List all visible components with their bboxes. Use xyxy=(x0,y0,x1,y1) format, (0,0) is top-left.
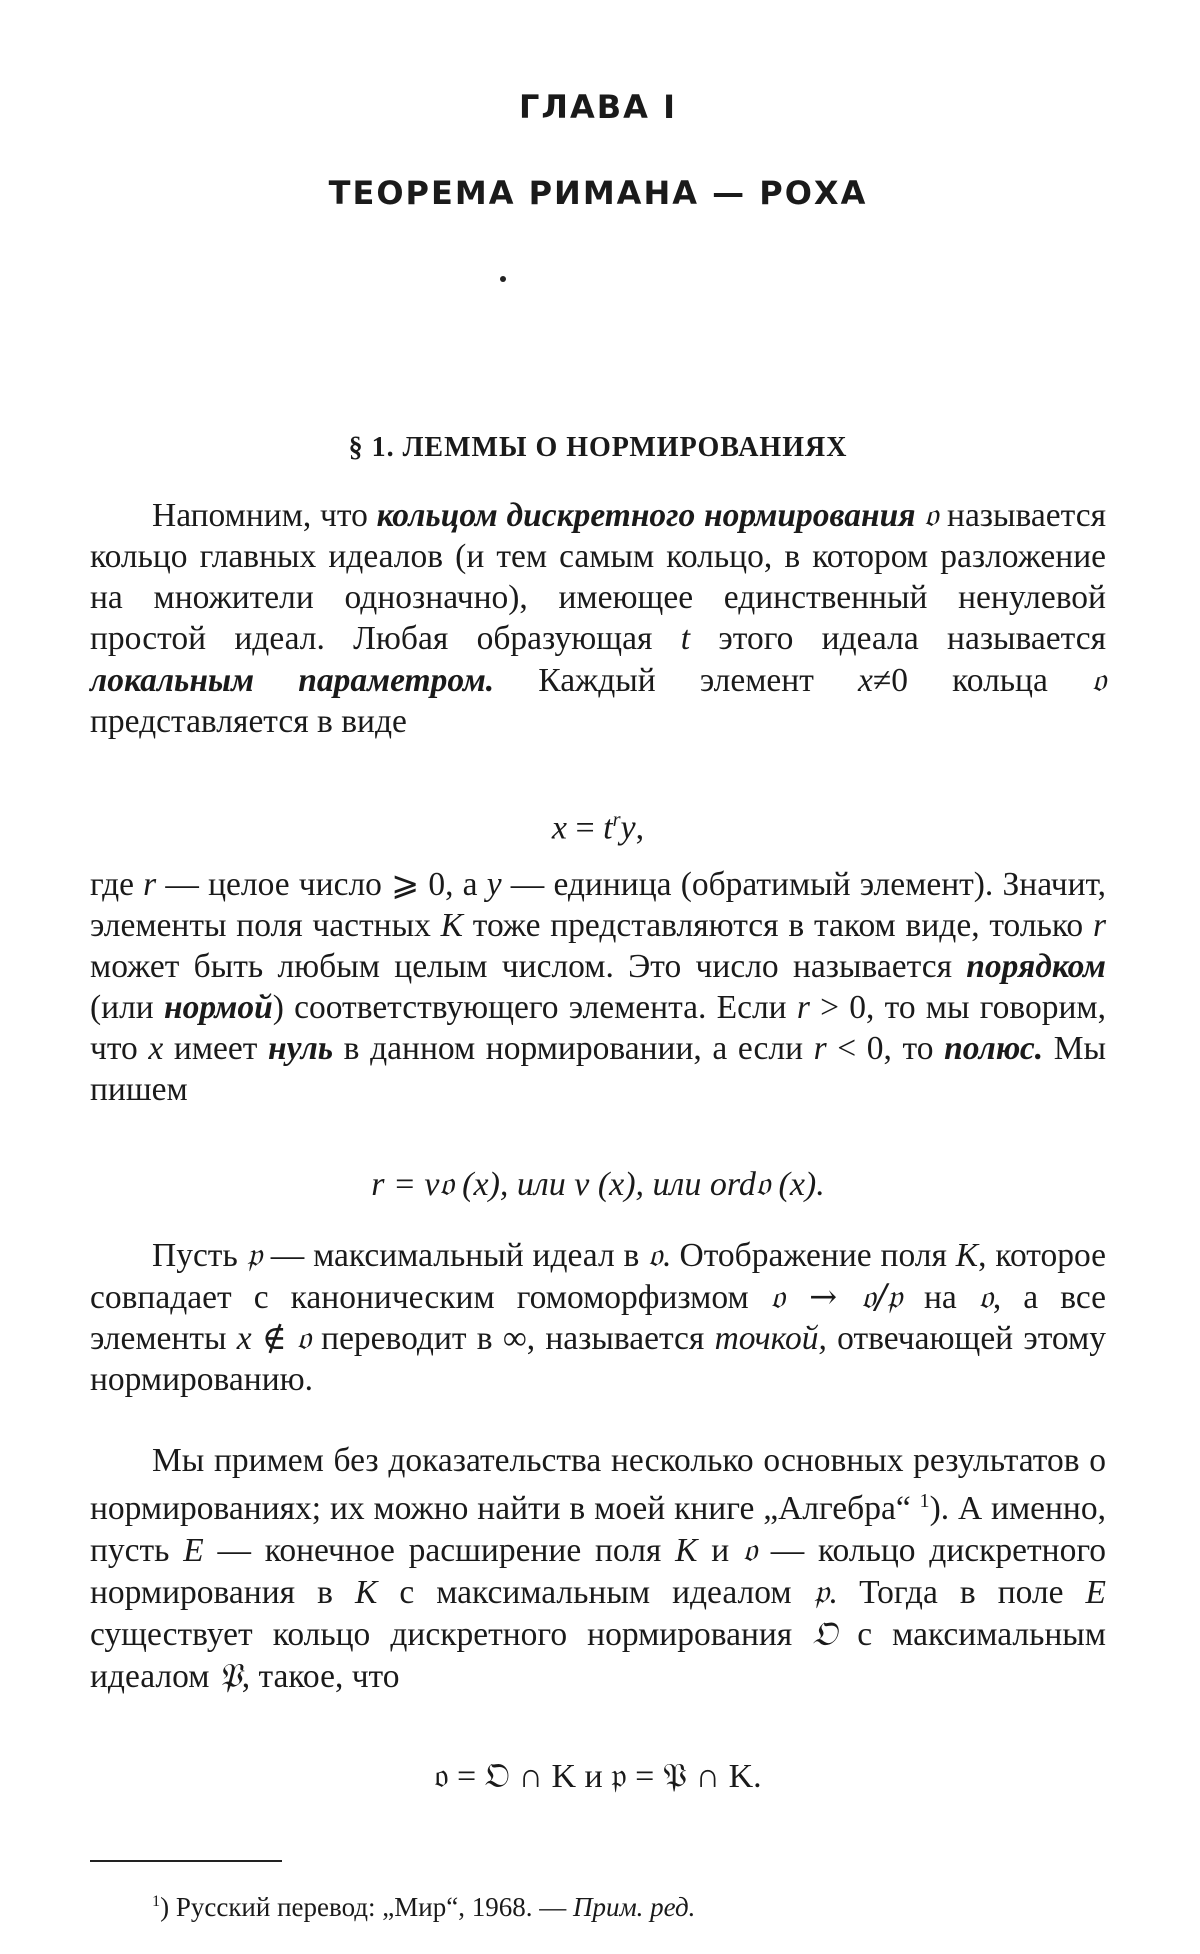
paragraph-1 xyxy=(90,494,1106,742)
math-symbol: 𝔭 xyxy=(813,1572,829,1612)
text-run: в данном нормировании, а если xyxy=(333,1030,814,1067)
term-local-parameter: локальным параметром. xyxy=(90,662,495,699)
math-symbol: r xyxy=(813,1030,827,1067)
text-run: и xyxy=(697,1532,743,1570)
math-exponent: r xyxy=(612,809,621,831)
paragraph-4 xyxy=(90,1440,1106,1697)
math-symbol: r xyxy=(796,989,810,1026)
text-run: с максимальным идеалом xyxy=(90,1616,1106,1696)
math-symbol: K xyxy=(354,1574,378,1612)
math-symbol: E xyxy=(1085,1574,1107,1612)
text-run: ) соответствующего элемента. Если xyxy=(272,989,797,1026)
formula-1 xyxy=(90,800,1106,848)
math-symbol: r xyxy=(143,866,157,903)
text-run: существует кольцо дискретного нормирования xyxy=(90,1616,813,1654)
math-symbol: 𝔭 xyxy=(246,1235,262,1274)
formula-2: r = v𝔬 (x), или v (x), или ord𝔬 (x). xyxy=(371,1166,825,1203)
math-symbol: x xyxy=(858,662,873,699)
editor-note: Прим. ред. xyxy=(572,1892,696,1922)
formula-3: 𝔬 = 𝔒 ∩ K и 𝔭 = 𝔓 ∩ K. xyxy=(434,1758,762,1795)
text-run: — единица (обратимый элемент). Значит, элементы поля частных xyxy=(90,866,1106,944)
math-symbol: 𝔬 xyxy=(648,1235,663,1274)
text-run: называется кольцо главных идеалов (и тем самым кольцо, в котором разложение на множители однозначно), имеющее единственный ненулевой простой идеал. Любая образующая xyxy=(90,497,1106,657)
text-run: (или xyxy=(90,989,164,1026)
footnote-ref[interactable]: 1 xyxy=(919,1490,930,1512)
term-zero: нуль xyxy=(268,1030,334,1067)
text-run: — целое число ⩾ 0, а xyxy=(156,866,487,903)
page xyxy=(90,0,1106,1954)
math-symbol: K xyxy=(955,1237,979,1274)
math-symbol: x xyxy=(551,809,567,847)
math-symbol: E xyxy=(183,1532,204,1570)
text-run: , такое, что xyxy=(241,1658,400,1696)
term-norm: нормой xyxy=(163,989,273,1026)
ink-dot xyxy=(500,276,506,282)
math-symbol: y xyxy=(486,866,502,903)
section-title: § 1. ЛЕММЫ О НОРМИРОВАНИЯХ xyxy=(348,432,848,463)
text-run: ≠0 кольца xyxy=(872,662,1093,699)
text-run: с максимальным идеалом xyxy=(377,1574,814,1612)
text-run: Пусть xyxy=(152,1237,247,1274)
paragraph-3 xyxy=(90,1234,1106,1400)
footnote-rule xyxy=(90,1860,282,1862)
text-run: > 0, то мы говорим, что xyxy=(90,989,1106,1067)
text-run: переводит в ∞, называется xyxy=(310,1320,715,1357)
text-run: тоже представляются в таком виде, только xyxy=(462,907,1093,944)
term-point: точкой, xyxy=(714,1320,827,1357)
math-symbol: t xyxy=(680,620,691,657)
text-run: представляется в виде xyxy=(90,703,407,740)
text-run: — максимальный идеал в xyxy=(261,1237,649,1274)
paragraph-2 xyxy=(90,864,1106,1110)
text-run: отвечающей этому нормированию. xyxy=(90,1320,1106,1398)
math-symbol: 𝔬 xyxy=(1092,660,1106,699)
text-run: может быть любым целым числом. Это число называется xyxy=(90,948,967,985)
term-dvr: кольцом дискретного нормирования xyxy=(376,497,916,534)
math-symbol: K xyxy=(440,907,463,944)
math-symbol: r xyxy=(1092,907,1106,944)
math-symbol: 𝔬 xyxy=(742,1530,757,1570)
text-run: ) Русский перевод: „Мир“, 1968. — xyxy=(160,1892,573,1922)
math-symbol: = xyxy=(566,809,604,847)
text-run: , а все элементы xyxy=(90,1279,1107,1357)
text-run: < 0, то xyxy=(826,1030,945,1067)
text-run: Мы примем без доказательства несколько основных результатов о нормированиях; их можно найти в моей книге „Алгебра“ xyxy=(90,1442,1106,1528)
math-symbol: 𝔬 xyxy=(978,1277,993,1316)
math-symbol: 𝔒 xyxy=(812,1614,838,1654)
text-run: где xyxy=(90,866,144,903)
text-run: Каждый элемент xyxy=(494,662,859,699)
text-run: . Тогда в поле xyxy=(828,1574,1086,1612)
text-run: на xyxy=(901,1279,979,1316)
math-symbol: 𝔓 xyxy=(217,1656,242,1696)
text-run xyxy=(916,497,925,534)
text-run: Напомним, что xyxy=(152,497,377,534)
text-run: Мы пишем xyxy=(90,1030,1106,1108)
text-run: ). А именно, пусть xyxy=(90,1490,1106,1570)
math-expression: x ∉ 𝔬 xyxy=(236,1320,311,1357)
math-symbol: 𝔬 xyxy=(924,495,939,534)
term-pole: полюс. xyxy=(944,1030,1044,1067)
footnote xyxy=(152,1884,695,1924)
chapter-label: ГЛАВА I xyxy=(519,88,677,126)
text-run: — конечное расширение поля xyxy=(203,1532,676,1570)
text-run: — кольцо дискретного нормирования в xyxy=(90,1532,1107,1612)
chapter-title: ТЕОРЕМА РИМАНА — РОХА xyxy=(328,174,868,212)
text-run: имеет xyxy=(163,1030,268,1067)
text-run: , которое совпадает с каноническим гомоморфизмом xyxy=(90,1237,1107,1316)
footnote-mark: 1 xyxy=(152,1892,161,1910)
math-symbol: y xyxy=(620,809,636,847)
term-order: порядком xyxy=(966,948,1106,985)
math-symbol: x xyxy=(148,1030,164,1067)
text-run: . Отображение поля xyxy=(662,1237,956,1274)
text-run: этого идеала называется xyxy=(690,620,1106,657)
math-symbol: K xyxy=(675,1532,698,1570)
math-symbol: t xyxy=(603,809,613,847)
math-expression: 𝔬 → 𝔬/𝔭 xyxy=(770,1277,902,1316)
math-symbol: , xyxy=(635,809,645,847)
